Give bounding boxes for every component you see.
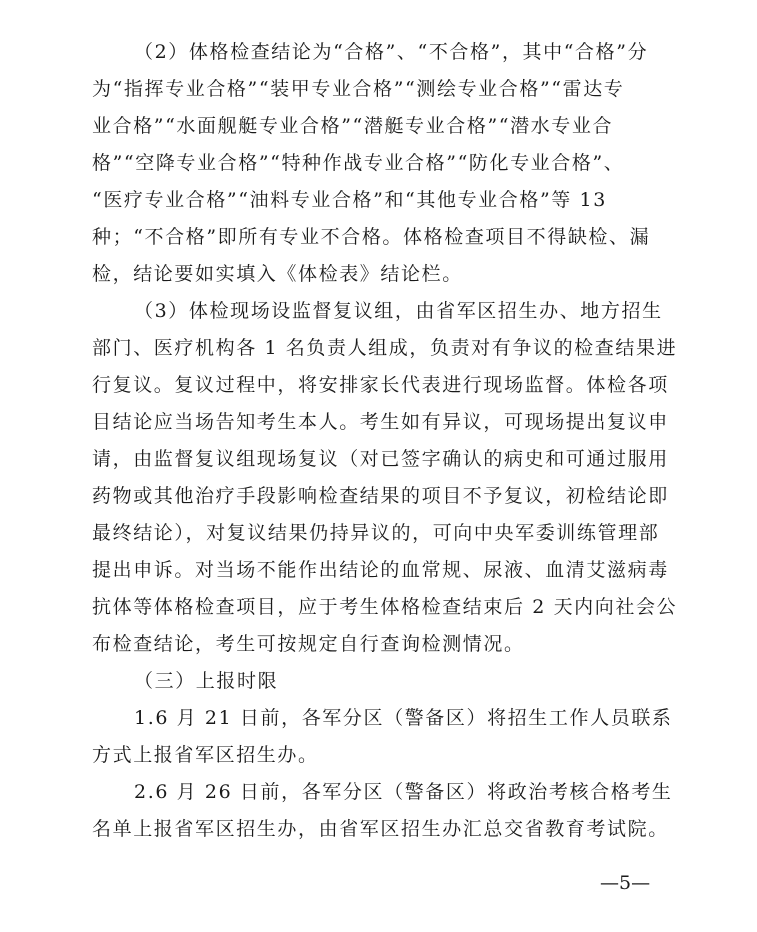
paragraph-line: 方式上报省军区招生办。 — [92, 744, 319, 766]
paragraph-line: 为“指挥专业合格”“装甲专业合格”“测绘专业合格”“雷达专 — [92, 78, 625, 100]
paragraph-line: 业合格”“水面舰艇专业合格”“潜艇专业合格”“潜水专业合 — [92, 115, 614, 137]
paragraph-line: 部门、医疗机构各 1 名负责人组成，负责对有争议的检查结果进 — [92, 337, 678, 359]
paragraph-line: 行复议。复议过程中，将安排家长代表进行现场监督。体检各项 — [92, 374, 669, 396]
paragraph-line: “医疗专业合格”“油料专业合格”和“其他专业合格”等 13 — [92, 189, 607, 211]
paragraph-line: 抗体等体格检查项目，应于考生体格检查结束后 2 天内向社会公 — [92, 596, 678, 618]
paragraph-line: 布检查结论，考生可按规定自行查询检测情况。 — [92, 633, 525, 655]
paragraph-line: 格”“空降专业合格”“特种作战专业合格”“防化专业合格”、 — [92, 152, 625, 174]
paragraph-line: 请，由监督复议组现场复议（对已签字确认的病史和可通过服用 — [92, 448, 669, 470]
paragraph-line: 最终结论），对复议结果仍持异议的，可向中央军委训练管理部 — [92, 522, 660, 544]
paragraph-line: 提出申诉。对当场不能作出结论的血常规、尿液、血清艾滋病毒 — [92, 559, 669, 581]
paragraph-line: 检，结论要如实填入《体检表》结论栏。 — [92, 263, 463, 285]
paragraph-line: 2.6 月 26 日前，各军分区（警备区）将政治考核合格考生 — [134, 781, 673, 803]
paragraph-line: （2）体格检查结论为“合格”、“不合格”，其中“合格”分 — [134, 41, 649, 63]
paragraph-line: 种；“不合格”即所有专业不合格。体格检查项目不得缺检、漏 — [92, 226, 651, 248]
paragraph-line: （3）体检现场设监督复议组，由省军区招生办、地方招生 — [134, 300, 663, 322]
paragraph-line: 药物或其他治疗手段影响检查结果的项目不予复议，初检结论即 — [92, 485, 669, 507]
section-heading: （三）上报时限 — [134, 670, 279, 692]
paragraph-line: 名单上报省军区招生办，由省军区招生办汇总交省教育考试院。 — [92, 818, 669, 840]
paragraph-line: 目结论应当场告知考生本人。考生如有异议，可现场提出复议申 — [92, 411, 669, 433]
page-number: —5— — [600, 872, 651, 894]
paragraph-line: 1.6 月 21 日前，各军分区（警备区）将招生工作人员联系 — [134, 707, 673, 729]
